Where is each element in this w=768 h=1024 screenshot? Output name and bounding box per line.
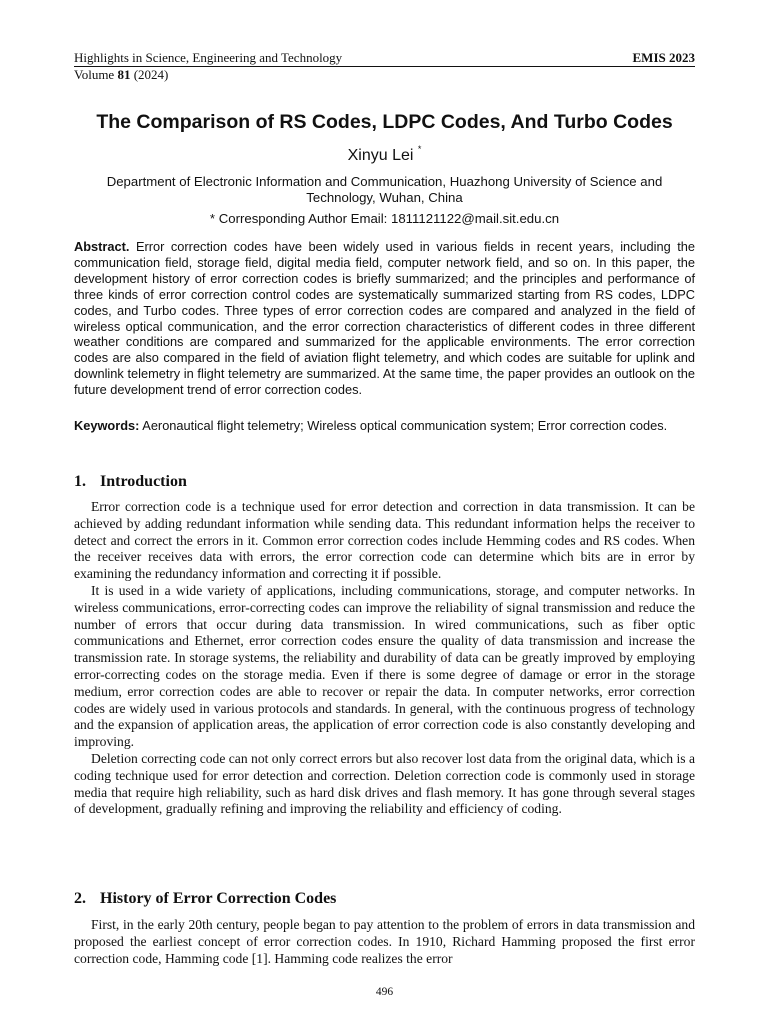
paragraph: Deletion correcting code can not only correct errors but also recover lost data from the original data, which is a coding technique used for error detection and correction. Deletion correction code is commonly used in storage media that require high reliability, such as hard disk drives and flash memory. It has gone through several stages of development, gradually refining and improving the reliability and efficiency of coding. [74, 750, 695, 817]
section-title: History of Error Correction Codes [100, 890, 337, 907]
keywords [74, 418, 695, 434]
page-number: 496 [375, 986, 394, 998]
keywords-label: Keywords: [74, 418, 140, 433]
volume-year: (2024) [130, 67, 169, 82]
running-header [74, 50, 695, 67]
author-line [74, 146, 695, 166]
section-heading-history [74, 889, 695, 909]
volume-prefix: Volume [74, 67, 118, 82]
paragraph: It is used in a wide variety of applications, including communications, storage, and computer networks. In wireless communications, error-correcting codes can improve the reliability of signal transmission and reduce the number of errors that occur during data transmission. In wired communications, such as fiber optic communications and Ethernet, error correction codes ensure the quality of data transmission and increase the transmission rate. In storage systems, the reliability and durability of data can be greatly improved by employing error-correcting codes on the storage media. Even if there is some degree of damage or error in the storage medium, error correction codes are able to recover or repair the data. In computer networks, error correction codes are widely used in various protocols and standards. In general, with the continuous progress of technology and the expansion of application areas, the application of error correction code is also constantly developing and improving. [74, 582, 695, 750]
abstract-text: Error correction codes have been widely used in various fields in recent years, including the communication field, storage field, digital media field, computer network field, and so on. In this paper, the development history of error correction codes is briefly summarized; and the principles and performance of three kinds of error correction control codes are systematically summarized starting from RS codes, LDPC codes, and Turbo codes. Three types of error correction codes are compared and analyzed in the field of wireless optical communication, and the error correction characteristics of different codes in three different weather conditions are compared and summarized for the applicable environments. The error correction codes are also compared in the field of aviation flight telemetry, and which codes are suitable for uplink and downlink telemetry in flight telemetry are summarized. At the same time, the paper provides an outlook on the future development trend of error correction codes. [74, 239, 695, 398]
paragraph: Error correction code is a technique used for error detection and correction in data transmission. It can be achieved by adding redundant information while sending data. This redundant information helps the receiver to detect and correct the errors in it. Common error correction codes include Hemming codes and RS codes. When the receiver receives data with errors, the error correction code can determine which bits are in error by examining the redundancy information and correcting it if possible. [74, 499, 695, 582]
section-number: 2. [74, 890, 86, 907]
paper-title: The Comparison of RS Codes, LDPC Codes, And Turbo Codes [96, 111, 673, 133]
journal-name: Highlights in Science, Engineering and Technology [74, 50, 343, 65]
history-body [74, 917, 695, 967]
volume-number: 81 [117, 67, 131, 82]
introduction-body [74, 499, 695, 818]
keywords-text: Aeronautical flight telemetry; Wireless optical communication system; Error correction codes. [142, 418, 668, 433]
abstract [74, 239, 695, 398]
section-number: 1. [74, 473, 86, 490]
paper-page [74, 0, 695, 1024]
affiliation: Department of Electronic Information and Communication, Huazhong University of Science and Technology, Wuhan, China [106, 174, 663, 205]
abstract-label: Abstract. [74, 239, 130, 254]
conference-name: EMIS 2023 [632, 50, 695, 65]
volume-line [74, 67, 695, 83]
author-name: Xinyu Lei [347, 147, 414, 164]
paragraph: First, in the early 20th century, people began to pay attention to the problem of errors in data transmission and proposed the earliest concept of error correction codes. In 1910, Richard Hamming proposed the first error correction code, Hamming code [1]. Hamming code realizes the error [74, 917, 695, 966]
corresponding-mark: * [417, 144, 422, 154]
section-title: Introduction [100, 473, 187, 490]
section-heading-introduction [74, 472, 695, 492]
corresponding-email: * Corresponding Author Email: 1811121122@mail.sit.edu.cn [209, 211, 560, 226]
